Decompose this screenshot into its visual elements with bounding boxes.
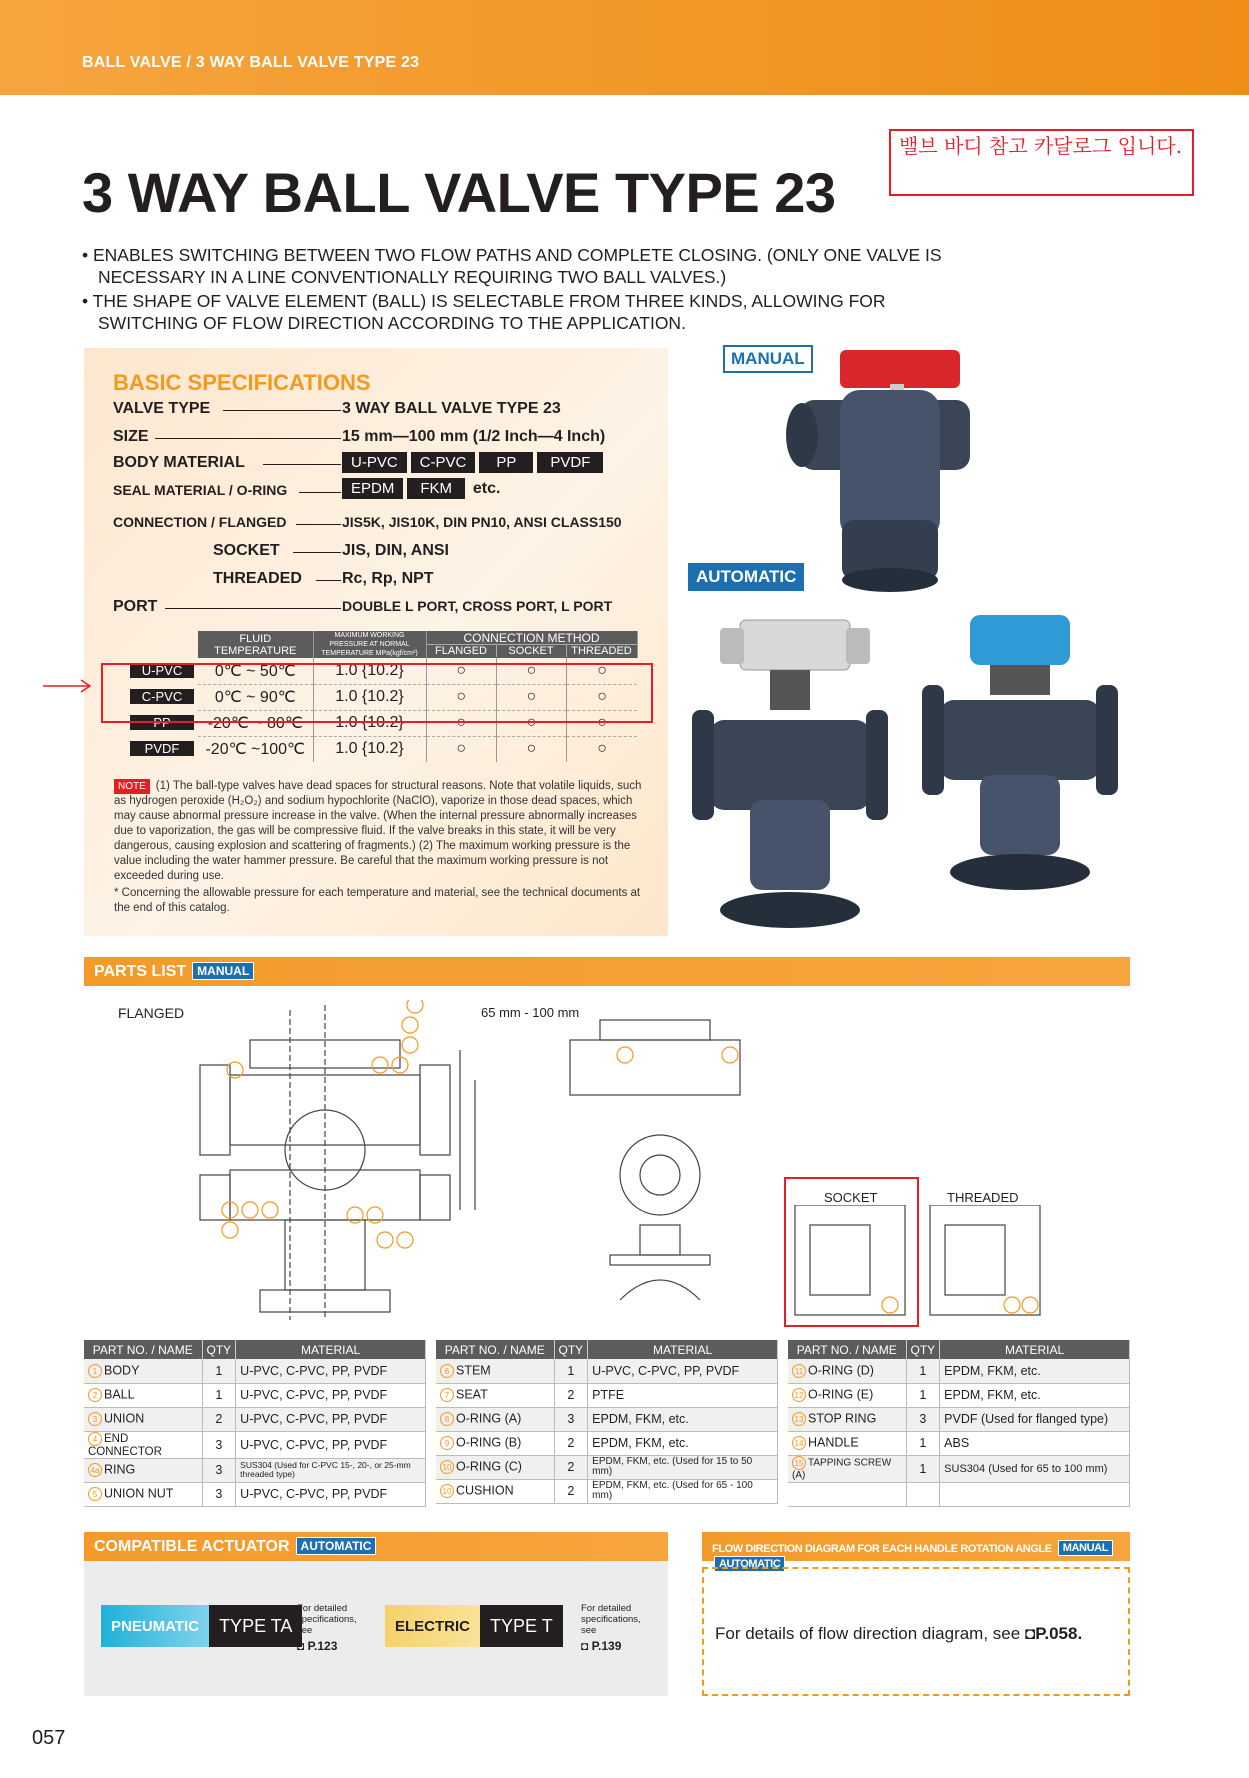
spec-threaded: THREADED Rc, Rp, NPT bbox=[213, 570, 434, 587]
label-threaded: THREADED bbox=[947, 1190, 1019, 1205]
table-row: 7 SEAT 2 PTFE bbox=[436, 1383, 778, 1407]
tag-pp: PP bbox=[479, 452, 533, 473]
parts-list-bar: PARTS LIST MANUAL bbox=[84, 957, 1130, 986]
electric-type-t[interactable]: ELECTRIC TYPE T bbox=[385, 1605, 563, 1647]
arrow-icon bbox=[43, 679, 93, 693]
spec-size: SIZE 15 mm—100 mm (1/2 Inch—4 Inch) bbox=[113, 428, 606, 445]
header-banner bbox=[0, 0, 1249, 95]
actuator-bar: COMPATIBLE ACTUATOR AUTOMATIC bbox=[84, 1532, 668, 1561]
spec-flanged: CONNECTION / FLANGED JIS5K, JIS10K, DIN PN10, ANSI CLASS150 bbox=[113, 514, 622, 530]
tag-fkm: FKM bbox=[407, 478, 465, 499]
table-row: 3 UNION 2 U-PVC, C-PVC, PP, PVDF bbox=[84, 1407, 426, 1431]
bullet-1: • ENABLES SWITCHING BETWEEN TWO FLOW PATHS AND COMPLETE CLOSING. (ONLY ONE VALVE IS NECESSARY IN A LINE CONVENTIONALLY REQUIRING TWO BALL VALVES.) bbox=[82, 245, 942, 287]
label-socket: SOCKET bbox=[824, 1190, 878, 1205]
tag-u-pvc: U-PVC bbox=[342, 452, 407, 473]
tag-pvdf: PVDF bbox=[537, 452, 603, 473]
table-row: 6 STEM 1 U-PVC, C-PVC, PP, PVDF bbox=[436, 1359, 778, 1383]
table-row: 10 O-RING (C) 2 EPDM, FKM, etc. (Used for 15 to 50 mm) bbox=[436, 1455, 778, 1479]
book-icon: ◘ bbox=[297, 1639, 305, 1653]
manual-valve-photo bbox=[780, 340, 1080, 615]
fluid-row-u-pvc: U-PVC 0℃ ~ 50℃ 1.0 {10.2} ○ ○ ○ bbox=[112, 658, 637, 684]
parts-manual-badge: MANUAL bbox=[192, 962, 254, 980]
table-row: 9 O-RING (B) 2 EPDM, FKM, etc. bbox=[436, 1431, 778, 1455]
table-row: 8 O-RING (A) 3 EPDM, FKM, etc. bbox=[436, 1407, 778, 1431]
page-title: 3 WAY BALL VALVE TYPE 23 bbox=[82, 161, 836, 224]
pneumatic-note: For detailed specifications, see bbox=[297, 1603, 357, 1636]
actuator-panel bbox=[84, 1561, 668, 1696]
note-tag: NOTE bbox=[114, 779, 150, 794]
page-number: 057 bbox=[32, 1727, 66, 1749]
notes bbox=[114, 779, 654, 916]
label-flanged: FLANGED bbox=[118, 1005, 185, 1021]
note-footnote: * Concerning the allowable pressure for each temperature and material, see the technical documents at the end of this catalog. bbox=[114, 887, 641, 914]
flow-page-link[interactable]: ◘P.058. bbox=[1024, 1624, 1083, 1643]
spec-valve-type: VALVE TYPE 3 WAY BALL VALVE TYPE 23 bbox=[113, 400, 561, 417]
side-detail-drawing bbox=[560, 1010, 760, 1325]
flow-bar: FLOW DIRECTION DIAGRAM FOR EACH HANDLE ROTATION ANGLE MANUALAUTOMATIC bbox=[702, 1532, 1130, 1561]
pneumatic-valve-photo bbox=[690, 610, 890, 940]
fluid-row-c-pvc: C-PVC 0℃ ~ 90℃ 1.0 {10.2} ○ ○ ○ bbox=[112, 684, 637, 710]
annotation-note: 밸브 바디 참고 카달로그 입니다. bbox=[889, 129, 1194, 196]
actuator-automatic-badge: AUTOMATIC bbox=[296, 1537, 377, 1555]
table-row: 5 UNION NUT 3 U-PVC, C-PVC, PP, PVDF bbox=[84, 1482, 426, 1506]
electric-page-link[interactable]: ◘ P.139 bbox=[581, 1639, 622, 1653]
spec-seal-material: SEAL MATERIAL / O-RING EPDM FKM etc. bbox=[113, 480, 501, 498]
electric-valve-photo bbox=[920, 610, 1120, 910]
parts-table-3: PART NO. / NAME QTY MATERIAL 11 O-RING (D) 1 EPDM, FKM, etc. 12 O-RING (E) 1 EPDM, FKM, etc. 13 STOP RING 3 PVDF (Used for flanged type) 14 HANDLE 1 ABS 15 TAPPING SCREW (A) 1 SUS304 (Used for 65 to 100 mm) bbox=[788, 1340, 1130, 1507]
pneumatic-page-link[interactable]: ◘ P.123 bbox=[297, 1639, 338, 1653]
flow-direction-box bbox=[702, 1567, 1130, 1696]
fluid-row-pvdf: PVDF -20℃ ~100℃ 1.0 {10.2} ○ ○ ○ bbox=[112, 736, 637, 762]
parts-table-1: PART NO. / NAME QTY MATERIAL 1 BODY 1 U-PVC, C-PVC, PP, PVDF 2 BALL 1 U-PVC, C-PVC, PP, PVDF 3 UNION 2 U-PVC, C-PVC, PP, PVDF 4 END CONNECTOR 3 U-PVC, C-PVC, PP, PVDF 4a RING 3 SUS304 (Used for C-PVC 15-, 20-, or 25-mm threaded type) 5 UNION NUT 3 U-PVC, C-PVC, PP, PVDF bbox=[84, 1340, 426, 1507]
breadcrumb: BALL VALVE / 3 WAY BALL VALVE TYPE 23 bbox=[82, 54, 420, 71]
fluid-row-pp: PP -20℃ ~ 80℃ 1.0 {10.2} ○ ○ ○ bbox=[112, 710, 637, 736]
table-row: 13 STOP RING 3 PVDF (Used for flanged type) bbox=[788, 1407, 1130, 1431]
parts-table-2: PART NO. / NAME QTY MATERIAL 6 STEM 1 U-PVC, C-PVC, PP, PVDF 7 SEAT 2 PTFE 8 O-RING (A) 3 EPDM, FKM, etc. 9 O-RING (B) 2 EPDM, FKM, etc. 10 O-RING (C) 2 EPDM, FKM, etc. (Used for 15 to 50 mm) 10 CUSHION 2 EPDM, FKM, etc. (Used for 65 - 100 mm) bbox=[436, 1340, 778, 1504]
table-row: 1 BODY 1 U-PVC, C-PVC, PP, PVDF bbox=[84, 1359, 426, 1383]
label-size-range: 65 mm - 100 mm bbox=[481, 1005, 580, 1020]
note-text: (1) The ball-type valves have dead spaces for structural reasons. Note that volatile liquids, such as hydrogen peroxide (H₂O₂) and sodium hypochlorite (NaClO), vaporize in those dead spaces, which may cause abnormal pressure increase in the valve. (When the internal pressure abnormally increases due to vaporization, the gas will be compressive fluid. If the valve breaks in this state, it will be very dangerous, causing explosion and scattering of fragments.) (2) The maximum working pressure is the value including the water hammer pressure. Be careful that the maximum working pressure is not exceeded during use. bbox=[114, 780, 642, 882]
manual-badge: MANUAL bbox=[723, 345, 813, 373]
electric-note: For detailed specifications, see bbox=[581, 1603, 641, 1636]
table-row: 12 O-RING (E) 1 EPDM, FKM, etc. bbox=[788, 1383, 1130, 1407]
table-row: 4 END CONNECTOR 3 U-PVC, C-PVC, PP, PVDF bbox=[84, 1431, 426, 1458]
automatic-badge: AUTOMATIC bbox=[688, 563, 804, 591]
feature-bullets bbox=[82, 244, 962, 336]
highlight-box bbox=[101, 663, 653, 723]
book-icon: ◘ bbox=[581, 1639, 589, 1653]
pneumatic-type-ta[interactable]: PNEUMATIC TYPE TA bbox=[101, 1605, 302, 1647]
flow-text: For details of flow direction diagram, see bbox=[715, 1624, 1021, 1643]
tag-c-pvc: C-PVC bbox=[411, 452, 476, 473]
table-row: 2 BALL 1 U-PVC, C-PVC, PP, PVDF bbox=[84, 1383, 426, 1407]
tag-epdm: EPDM bbox=[342, 478, 403, 499]
table-row: 11 O-RING (D) 1 EPDM, FKM, etc. bbox=[788, 1359, 1130, 1383]
table-row: 15 TAPPING SCREW (A) 1 SUS304 (Used for 65 to 100 mm) bbox=[788, 1455, 1130, 1482]
table-row: 14 HANDLE 1 ABS bbox=[788, 1431, 1130, 1455]
bullet-2: • THE SHAPE OF VALVE ELEMENT (BALL) IS SELECTABLE FROM THREE KINDS, ALLOWING FOR SWITCHING OF FLOW DIRECTION ACCORDING TO THE APPLICATION. bbox=[82, 291, 886, 333]
flanged-section-drawing bbox=[190, 1000, 530, 1325]
fluid-table: FLUID TEMPERATURE MAXIMUM WORKING PRESSURE AT NORMAL TEMPERATURE MPa(kgf/cm²) CONNECTION METHOD FLANGED SOCKET THREADED U-PVC 0℃ ~ 50℃ 1.0 {10.2} ○ ○ ○ C-PVC 0℃ ~ 90℃ 1.0 {10.2} ○ ○ ○ PP -20℃ ~ 80℃ 1.0 {10.2} ○ ○ ○ PVDF -20℃ ~100℃ 1.0 {10.2} ○ ○ ○ bbox=[112, 631, 638, 762]
spec-socket: SOCKET JIS, DIN, ANSI bbox=[213, 542, 449, 559]
spec-body-material: BODY MATERIAL U-PVC C-PVC PP PVDF bbox=[113, 454, 245, 472]
socket-threaded-drawing bbox=[790, 1205, 1050, 1320]
table-row: 10 CUSHION 2 EPDM, FKM, etc. (Used for 65 - 100 mm) bbox=[436, 1479, 778, 1503]
specs-heading: BASIC SPECIFICATIONS bbox=[113, 370, 371, 395]
basic-specifications bbox=[84, 348, 668, 936]
book-icon: ◘ bbox=[1024, 1624, 1036, 1643]
spec-port: PORT DOUBLE L PORT, CROSS PORT, L PORT bbox=[113, 598, 613, 615]
table-row: 4a RING 3 SUS304 (Used for C-PVC 15-, 20-, or 25-mm threaded type) bbox=[84, 1458, 426, 1482]
table-row bbox=[788, 1482, 1130, 1506]
